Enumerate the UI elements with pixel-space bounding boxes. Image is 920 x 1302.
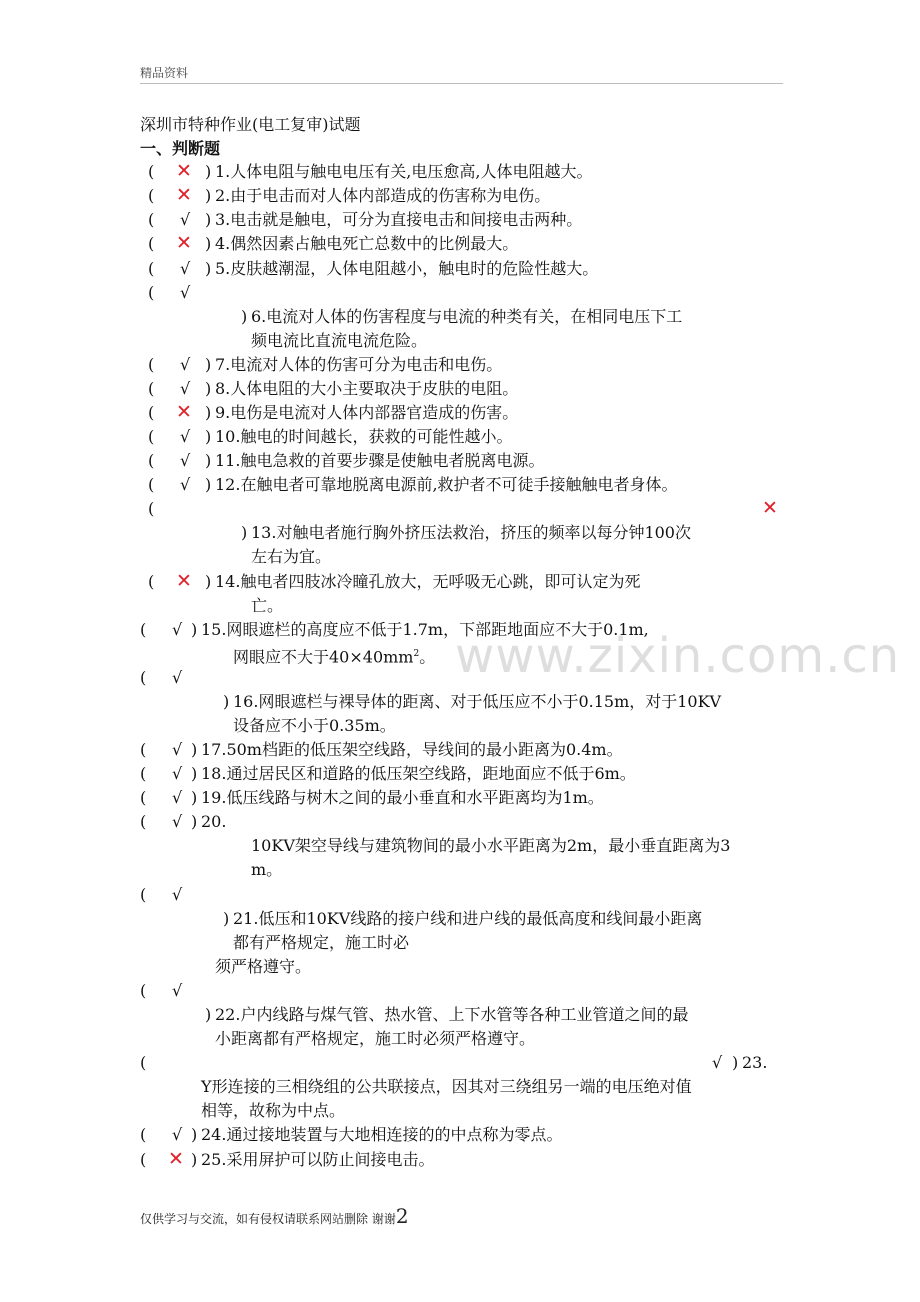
- paren-close: ): [205, 451, 212, 470]
- paren-open: (: [148, 355, 155, 374]
- wrong-mark: ✕: [762, 497, 778, 519]
- paren-open: (: [140, 1053, 147, 1072]
- paren-open: (: [140, 981, 147, 1000]
- paren-open: (: [140, 668, 147, 687]
- header-label: 精品资料: [140, 66, 189, 80]
- paren-close: ): [241, 307, 248, 326]
- paren-close: ): [191, 1125, 198, 1144]
- wrong-mark: ✕: [176, 160, 192, 182]
- paren-close: ): [205, 403, 212, 422]
- question-21: 21.低压和10KV线路的接户线和进户线的最低高度和线间最小距离: [233, 909, 703, 928]
- footer-text: 仅供学习与交流，如有侵权请联系网站删除 谢谢: [140, 1212, 396, 1226]
- paren-close: ): [223, 909, 230, 928]
- question-20: 20.: [201, 812, 227, 831]
- paren-close: ): [205, 259, 212, 278]
- footer: [140, 1204, 409, 1228]
- question-6-cont: 频电流比直流电流危险。: [251, 331, 428, 350]
- right-mark: √: [180, 259, 191, 278]
- question-18: 18.通过居民区和道路的低压架空线路，距地面应不低于6m。: [201, 764, 636, 783]
- question-15: 15.网眼遮栏的高度应不低于1.7m，下部距地面应不大于0.1m,: [201, 620, 649, 639]
- question-9: 9.电伤是电流对人体内部器官造成的伤害。: [215, 403, 519, 422]
- paren-close: ): [191, 764, 198, 783]
- question-15-cont: 网眼应不大于$40\times 40mm^2$。: [233, 647, 436, 667]
- paren-close: ): [205, 1005, 212, 1024]
- paren-close: ): [223, 692, 230, 711]
- question-17: 17.50m档距的低压架空线路，导线间的最小距离为0.4m。: [201, 740, 623, 759]
- paren-open: (: [140, 812, 147, 831]
- question-4: 4.偶然因素占触电死亡总数中的比例最大。: [215, 234, 519, 253]
- header-rule: [140, 83, 783, 84]
- question-14: 14.触电者四肢冰冷瞳孔放大，无呼吸无心跳，即可认定为死: [215, 572, 641, 591]
- right-mark: √: [172, 981, 183, 1000]
- paren-close: ): [205, 234, 212, 253]
- wrong-mark: ✕: [176, 570, 192, 592]
- right-mark: √: [172, 668, 183, 687]
- paren-close: ): [191, 788, 198, 807]
- wrong-mark: ✕: [176, 401, 192, 423]
- wrong-mark: ✕: [168, 1148, 184, 1170]
- question-23: 23.: [742, 1053, 768, 1072]
- paren-close: ): [205, 355, 212, 374]
- right-mark: √: [172, 812, 183, 831]
- right-mark: √: [180, 210, 191, 229]
- paren-open: (: [148, 403, 155, 422]
- paren-close: ): [241, 523, 248, 542]
- question-22-cont: 小距离都有严格规定，施工时必须严格遵守。: [215, 1029, 536, 1048]
- question-23-cont2: 相等，故称为中点。: [201, 1101, 346, 1120]
- paren-open: (: [148, 283, 155, 302]
- paren-close: ): [191, 620, 198, 639]
- question-23-cont: Y形连接的三相绕组的公共联接点，因其对三绕组另一端的电压绝对值: [201, 1077, 692, 1096]
- paren-open: (: [148, 572, 155, 591]
- question-14-cont: 亡。: [251, 596, 284, 615]
- paren-open: (: [148, 475, 155, 494]
- question-3: 3.电击就是触电，可分为直接电击和间接电击两种。: [215, 210, 583, 229]
- right-mark: √: [172, 788, 183, 807]
- paren-open: (: [148, 234, 155, 253]
- right-mark: √: [172, 1125, 183, 1144]
- question-20-cont: 10KV架空导线与建筑物间的最小水平距离为2m，最小垂直距离为3: [251, 836, 731, 855]
- right-mark: √: [180, 283, 191, 302]
- watermark: www.zixin.com.cn: [455, 628, 901, 684]
- question-13-cont: 左右为宜。: [251, 547, 332, 566]
- right-mark: √: [180, 427, 191, 446]
- question-24: 24.通过接地装置与大地相连接的的中点称为零点。: [201, 1125, 563, 1144]
- paren-close: ): [205, 210, 212, 229]
- paren-close: ): [205, 572, 212, 591]
- paren-open: (: [148, 499, 155, 518]
- paren-close: ): [732, 1053, 739, 1072]
- paren-open: (: [140, 1125, 147, 1144]
- paren-open: (: [140, 740, 147, 759]
- right-mark: √: [172, 620, 183, 639]
- right-mark: √: [180, 379, 191, 398]
- paren-close: ): [191, 1150, 198, 1169]
- paren-close: ): [205, 427, 212, 446]
- paren-open: (: [140, 620, 147, 639]
- paren-open: (: [140, 1150, 147, 1169]
- question-21-cont2: 须严格遵守。: [215, 957, 312, 976]
- paren-open: (: [148, 162, 155, 181]
- right-mark: √: [712, 1053, 723, 1072]
- right-mark: √: [172, 740, 183, 759]
- paren-close: ): [191, 740, 198, 759]
- paren-open: (: [148, 210, 155, 229]
- paren-close: ): [205, 186, 212, 205]
- right-mark: √: [180, 475, 191, 494]
- paren-close: ): [191, 812, 198, 831]
- right-mark: √: [172, 885, 183, 904]
- section-heading: 一、判断题: [140, 139, 221, 158]
- paren-open: (: [148, 186, 155, 205]
- paren-close: ): [205, 162, 212, 181]
- paren-close: ): [205, 475, 212, 494]
- paren-close: ): [205, 379, 212, 398]
- question-6: 6.电流对人体的伤害程度与电流的种类有关，在相同电压下工: [251, 307, 683, 326]
- paren-open: (: [148, 259, 155, 278]
- question-25: 25.采用屏护可以防止间接电击。: [201, 1150, 435, 1169]
- paren-open: (: [140, 788, 147, 807]
- question-1: 1.人体电阻与触电电压有关,电压愈高,人体电阻越大。: [215, 162, 593, 181]
- wrong-mark: ✕: [176, 184, 192, 206]
- question-22: 22.户内线路与煤气管、热水管、上下水管等各种工业管道之间的最: [215, 1005, 689, 1024]
- paren-open: (: [148, 427, 155, 446]
- question-11: 11.触电急救的首要步骤是使触电者脱离电源。: [215, 451, 545, 470]
- question-13: 13.对触电者施行胸外挤压法救治，挤压的频率以每分钟100次: [251, 523, 691, 542]
- question-5: 5.皮肤越潮湿，人体电阻越小，触电时的危险性越大。: [215, 259, 599, 278]
- wrong-mark: ✕: [176, 232, 192, 254]
- paren-open: (: [140, 885, 147, 904]
- question-2: 2.由于电击而对人体内部造成的伤害称为电伤。: [215, 186, 551, 205]
- question-16: 16.网眼遮栏与裸导体的距离、对于低压应不小于0.15m，对于10KV: [233, 692, 722, 711]
- question-7: 7.电流对人体的伤害可分为电击和电伤。: [215, 355, 503, 374]
- paren-open: (: [140, 764, 147, 783]
- document-title: 深圳市特种作业(电工复审)试题: [140, 115, 361, 134]
- question-21-cont: 都有严格规定，施工时必: [233, 933, 410, 952]
- right-mark: √: [172, 764, 183, 783]
- right-mark: √: [180, 451, 191, 470]
- right-mark: √: [180, 355, 191, 374]
- question-10: 10.触电的时间越长，获救的可能性越小。: [215, 427, 513, 446]
- paren-open: (: [148, 451, 155, 470]
- question-8: 8.人体电阻的大小主要取决于皮肤的电阻。: [215, 379, 519, 398]
- question-12: 12.在触电者可靠地脱离电源前,救护者不可徒手接触触电者身体。: [215, 475, 678, 494]
- question-19: 19.低压线路与树木之间的最小垂直和水平距离均为1m。: [201, 788, 604, 807]
- question-20-cont2: m。: [251, 860, 283, 879]
- paren-open: (: [148, 379, 155, 398]
- question-16-cont: 设备应不小于0.35m。: [233, 716, 396, 735]
- page-number: 2: [395, 1204, 409, 1228]
